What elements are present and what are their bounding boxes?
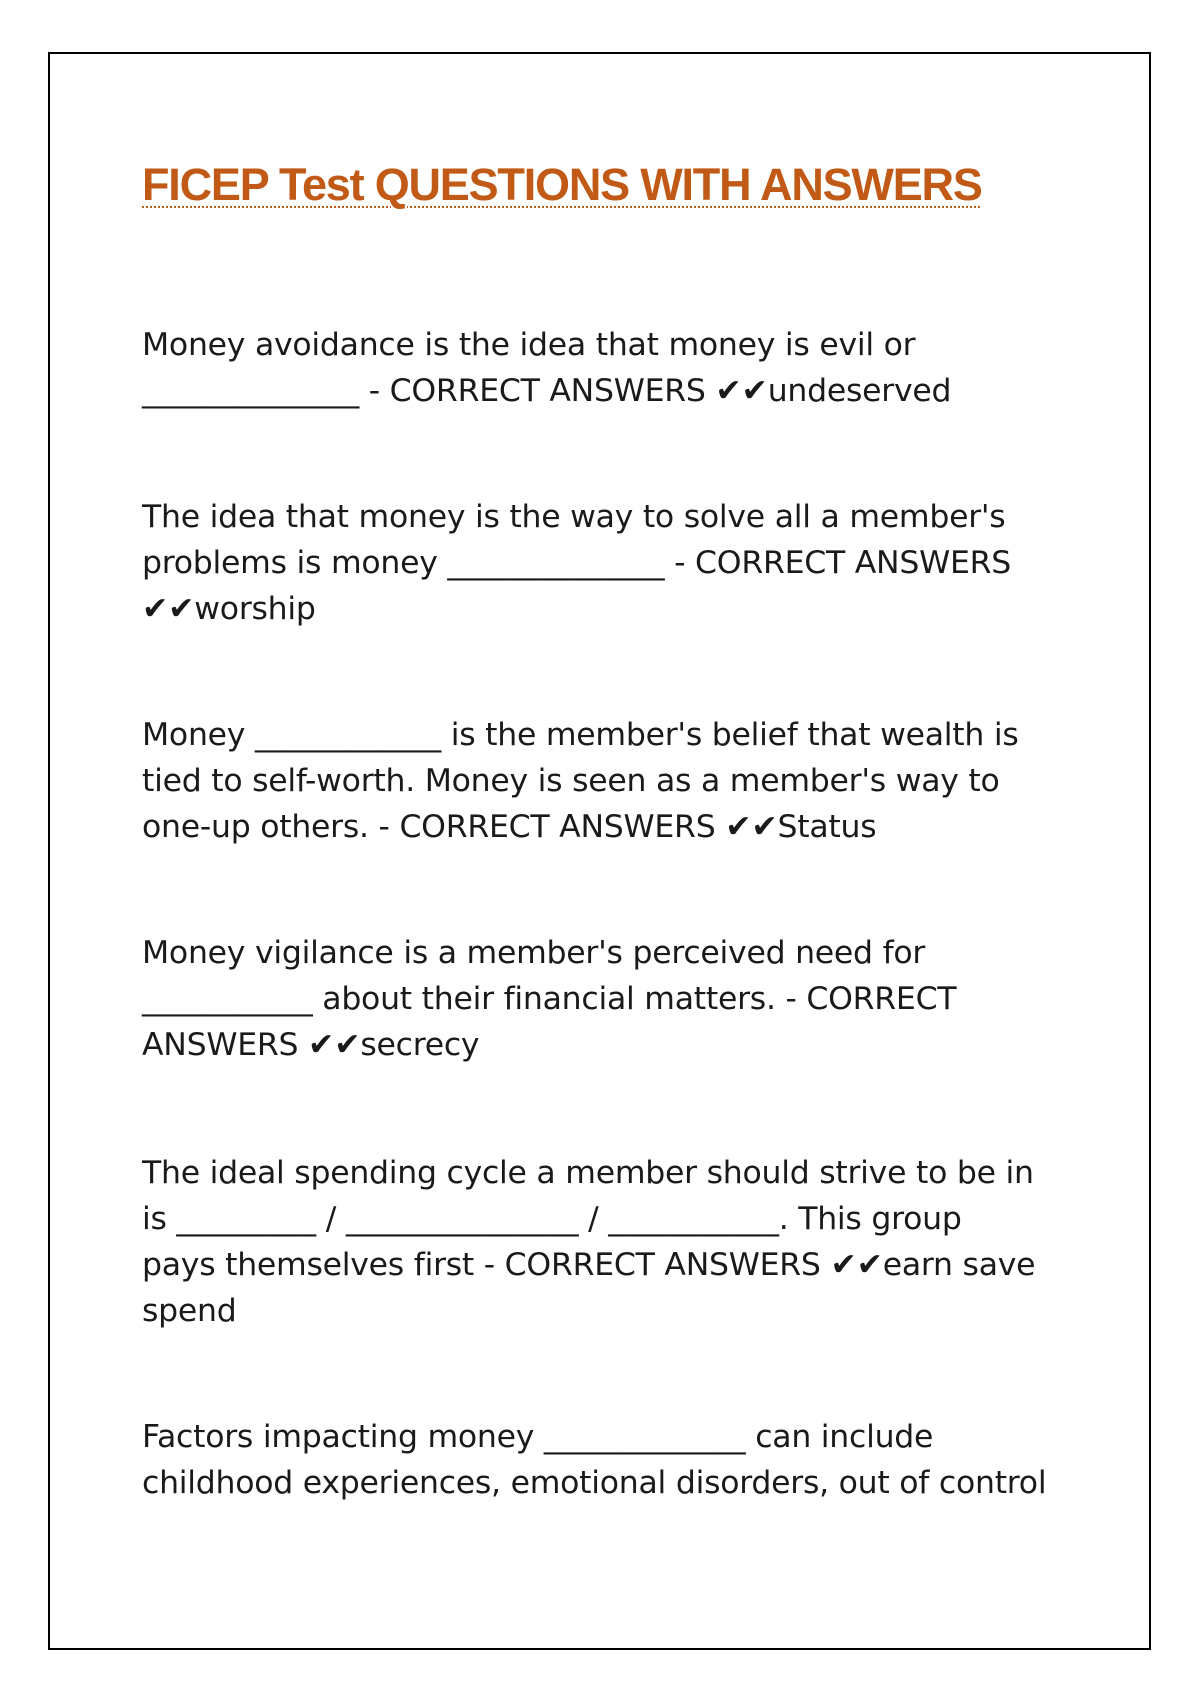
question-answer-4: Money vigilance is a member's perceived need for ___________ about their financial matters. - CORRECT ANSWERS ✔✔secrecy <box>142 935 957 1063</box>
question-answer-2: The idea that money is the way to solve all a member's problems is money ______________ - CORRECT ANSWERS ✔✔worship <box>142 499 1012 627</box>
question-answer-6: Factors impacting money _____________ can include childhood experiences, emotional disorders, out of control <box>142 1419 1047 1501</box>
question-answer-1: Money avoidance is the idea that money is evil or ______________ - CORRECT ANSWERS ✔✔undeserved <box>142 327 952 409</box>
document-title: FICEP Test QUESTIONS WITH ANSWERS <box>142 159 982 210</box>
document-page <box>48 52 1151 1650</box>
question-answer-3: Money ____________ is the member's belief that wealth is tied to self-worth. Money is seen as a member's way to one-up others. - CORRECT ANSWERS ✔✔Status <box>142 717 1019 845</box>
question-answer-5: The ideal spending cycle a member should strive to be in is _________ / _______________ / ___________. This group pays themselves first - CORRECT ANSWERS ✔✔earn save spend <box>142 1155 1036 1329</box>
